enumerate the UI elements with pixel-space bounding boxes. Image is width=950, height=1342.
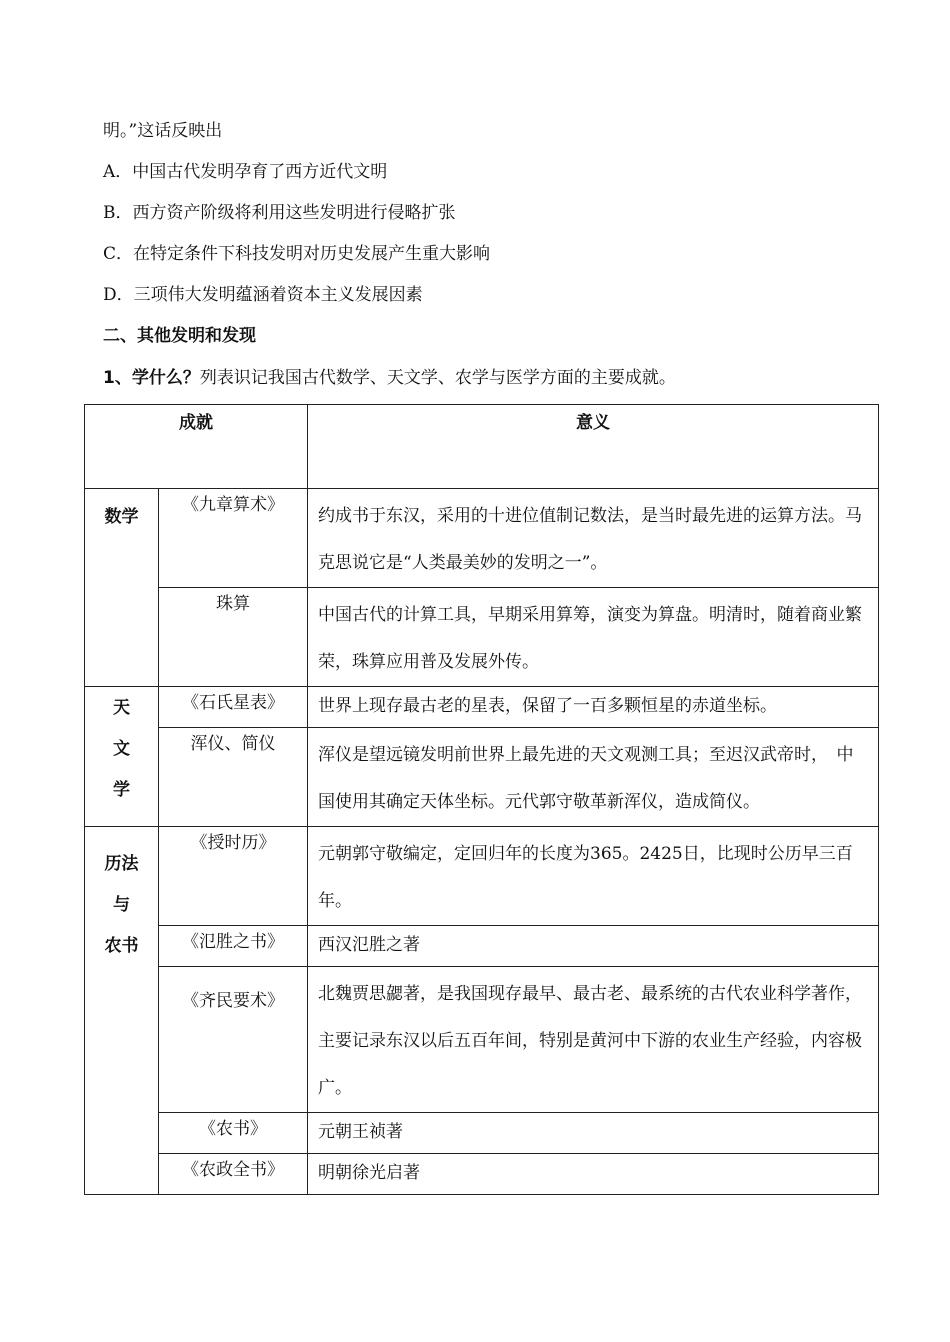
category-astronomy-char-1: 天 [113,698,130,718]
category-math-text: 数学 [104,507,139,527]
achievement-cell: 《授时历》 [159,827,308,926]
significance-cell: 浑仪是望远镜发明前世界上最先进的天文观测工具；至迟汉武帝时， 中国使用其确定天体坐标。元代郭守敬革新浑仪，造成简仪。 [308,728,879,827]
significance-cell: 元朝郭守敬编定，定回归年的长度为365。2425日，比现时公历早三百年。 [308,827,879,926]
option-c: C．在特定条件下科技发明对历史发展产生重大影响 [103,244,491,264]
header-achievement: 成就 [85,405,308,489]
table-header-row [85,405,879,489]
question-text: 列表识记我国古代数学、天文学、农学与医学方面的主要成就。 [199,368,676,388]
option-b: B．西方资产阶级将利用这些发明进行侵略扩张 [103,203,456,223]
category-line-3: 农书 [104,936,139,956]
achievement-cell: 浑仪、简仪 [159,728,308,827]
table-row [85,687,879,728]
significance-cell: 西汉氾胜之著 [308,926,879,967]
table-row [85,1154,879,1195]
achievement-cell: 《农书》 [159,1113,308,1154]
header-significance: 意义 [308,405,879,489]
category-calendar-agriculture [85,827,159,1195]
table-row [85,1113,879,1154]
table-row [85,827,879,926]
category-line-1: 历法 [104,854,139,874]
significance-cell: 约成书于东汉，采用的十进位值制记数法，是当时最先进的运算方法。马克思说它是“人类最美妙的发明之一”。 [308,489,879,588]
table-row [85,489,879,588]
question-line [103,367,676,389]
option-a: A．中国古代发明孕育了西方近代文明 [103,162,388,182]
category-astronomy [85,687,159,827]
significance-cell: 中国古代的计算工具，早期采用算筹，演变为算盘。明清时，随着商业繁荣，珠算应用普及发展外传。 [308,588,879,687]
significance-cell: 元朝王祯著 [308,1113,879,1154]
table-row [85,728,879,827]
achievements-table [84,404,879,1195]
achievement-cell: 《农政全书》 [159,1154,308,1195]
table-row [85,588,879,687]
category-math [85,489,159,687]
significance-cell: 北魏贾思勰著，是我国现存最早、最古老、最系统的古代农业科学著作，主要记录东汉以后五百年间，特别是黄河中下游的农业生产经验，内容极广。 [308,967,879,1113]
table-row [85,926,879,967]
category-line-2: 与 [113,895,130,915]
option-d: D．三项伟大发明蕴涵着资本主义发展因素 [103,285,423,305]
achievement-cell: 《石氏星表》 [159,687,308,728]
category-astronomy-char-2: 文 [113,739,130,759]
achievement-cell: 《九章算术》 [159,489,308,588]
achievement-cell: 珠算 [159,588,308,687]
section-heading: 二、其他发明和发现 [103,326,256,346]
achievement-cell: 《氾胜之书》 [159,926,308,967]
significance-cell: 明朝徐光启著 [308,1154,879,1195]
category-astronomy-char-3: 学 [113,780,130,800]
question-label: 1、学什么？ [103,368,200,388]
body-line-1: 明。”这话反映出 [103,121,223,141]
table-row [85,967,879,1113]
significance-cell: 世界上现存最古老的星表，保留了一百多颗恒星的赤道坐标。 [308,687,879,728]
achievement-cell: 《齐民要术》 [159,967,308,1113]
